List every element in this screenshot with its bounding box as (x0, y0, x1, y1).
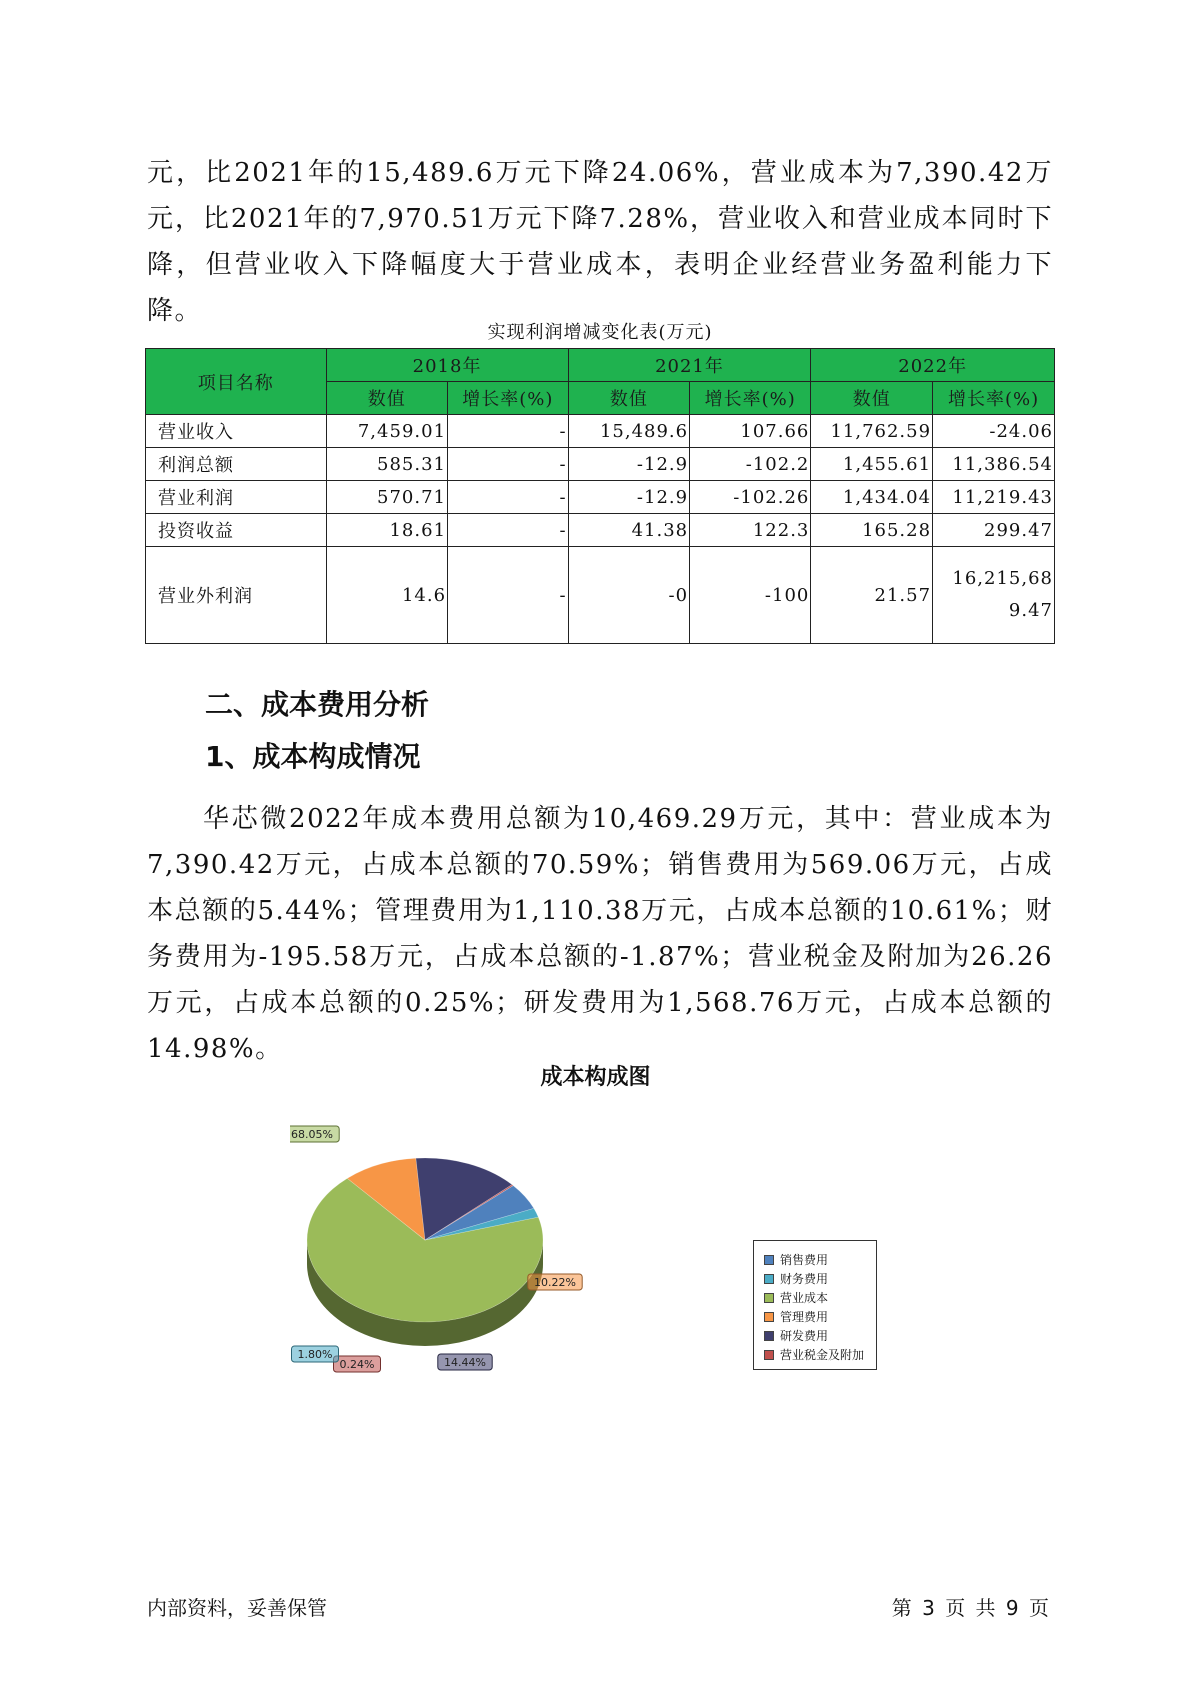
legend-item (764, 1326, 876, 1345)
header-value: 数值 (811, 382, 933, 415)
legend-swatch (764, 1312, 774, 1322)
table-cell: 1,455.61 (811, 448, 933, 481)
table-cell: 7,459.01 (326, 415, 447, 448)
legend-label: 营业成本 (780, 1291, 829, 1305)
legend-label: 研发费用 (780, 1329, 829, 1343)
table-row (146, 547, 1055, 644)
section-heading: 二、成本费用分析 (205, 688, 430, 721)
table-cell: -102.2 (690, 448, 811, 481)
pie-label: 14.44% (444, 1356, 486, 1369)
table-cell: 18.61 (326, 514, 447, 547)
pie-label: 0.24% (339, 1358, 375, 1371)
table-row (146, 514, 1055, 547)
header-value: 数值 (326, 382, 447, 415)
table-cell: -102.26 (690, 481, 811, 514)
header-growth-rate: 增长率(%) (933, 382, 1055, 415)
table-cell: 11,762.59 (811, 415, 933, 448)
footer-confidential-note: 内部资料，妥善保管 (147, 1596, 327, 1620)
table-cell: -24.06 (933, 415, 1055, 448)
table-cell: 122.3 (690, 514, 811, 547)
table-row (146, 481, 1055, 514)
table-cell: 1,434.04 (811, 481, 933, 514)
table-cell: 14.6 (326, 547, 447, 644)
legend-swatch (764, 1255, 774, 1265)
pie-label: 1.80% (297, 1348, 333, 1361)
legend-item (764, 1269, 876, 1288)
header-growth-rate: 增长率(%) (690, 382, 811, 415)
legend-item (764, 1307, 876, 1326)
row-label: 营业利润 (146, 481, 327, 514)
legend-item (764, 1288, 876, 1307)
table-cell: 107.66 (690, 415, 811, 448)
header-year: 2018年 (326, 349, 568, 382)
table-cell: 570.71 (326, 481, 447, 514)
legend-item (764, 1250, 876, 1269)
table-cell: - (448, 415, 569, 448)
cost-paragraph: 华芯微2022年成本费用总额为10,469.29万元，其中：营业成本为7,390.42万元，占成本总额的70.59%；销售费用为569.06万元，占成本总额的5.44%；管理费用为1,110.38万元，占成本总额的10.61%；财务费用为-195.58万元，占成本总额的-1.87%；营业税金及附加为26.26万元，占成本总额的0.25%；研发费用为1,568.76万元，占成本总额的14.98%。 (147, 804, 1053, 1064)
legend-label: 财务费用 (780, 1272, 829, 1286)
header-value: 数值 (568, 382, 689, 415)
row-label: 营业外利润 (146, 547, 327, 644)
header-year: 2021年 (568, 349, 811, 382)
legend-label: 营业税金及附加 (780, 1348, 865, 1362)
table-cell: 11,386.54 (933, 448, 1055, 481)
pie-label: 68.05% (291, 1128, 333, 1141)
footer-page-number: 第 3 页 共 9 页 (891, 1596, 1051, 1620)
legend-swatch (764, 1350, 774, 1360)
profit-change-table (145, 348, 1055, 644)
table-cell: -12.9 (568, 481, 689, 514)
table-cell: 165.28 (811, 514, 933, 547)
table-cell (933, 547, 1055, 644)
table-row (146, 448, 1055, 481)
table-row (146, 415, 1055, 448)
table-cell: 11,219.43 (933, 481, 1055, 514)
table-cell: 299.47 (933, 514, 1055, 547)
legend-label: 销售费用 (780, 1253, 829, 1267)
wrapped-number: 16,215,689.47 (952, 568, 1053, 621)
legend-item (764, 1345, 876, 1364)
table-cell: - (448, 448, 569, 481)
table-cell: -12.9 (568, 448, 689, 481)
table-caption: 实现利润增减变化表(万元) (487, 322, 713, 343)
cost-pie-chart (290, 1120, 630, 1380)
legend-swatch (764, 1331, 774, 1341)
row-label: 投资收益 (146, 514, 327, 547)
table-cell: 21.57 (811, 547, 933, 644)
chart-legend (753, 1240, 877, 1370)
table-cell: - (448, 514, 569, 547)
table-cell: - (448, 547, 569, 644)
header-item-name: 项目名称 (146, 349, 327, 415)
header-growth-rate: 增长率(%) (448, 382, 569, 415)
table-cell: 585.31 (326, 448, 447, 481)
row-label: 利润总额 (146, 448, 327, 481)
legend-swatch (764, 1274, 774, 1284)
legend-swatch (764, 1293, 774, 1303)
intro-paragraph: 元，比2021年的15,489.6万元下降24.06%，营业成本为7,390.42万元，比2021年的7,970.51万元下降7.28%，营业收入和营业成本同时下降，但营业收入下降幅度大于营业成本，表明企业经营业务盈利能力下降。 (147, 158, 1053, 326)
row-label: 营业收入 (146, 415, 327, 448)
table-cell: 15,489.6 (568, 415, 689, 448)
header-year: 2022年 (811, 349, 1055, 382)
subsection-heading: 1、成本构成情况 (205, 740, 421, 773)
chart-title: 成本构成图 (540, 1065, 651, 1090)
table-cell: 41.38 (568, 514, 689, 547)
table-cell: -100 (690, 547, 811, 644)
pie-label: 10.22% (534, 1276, 576, 1289)
table-cell: - (448, 481, 569, 514)
table-cell: -0 (568, 547, 689, 644)
legend-label: 管理费用 (780, 1310, 829, 1324)
